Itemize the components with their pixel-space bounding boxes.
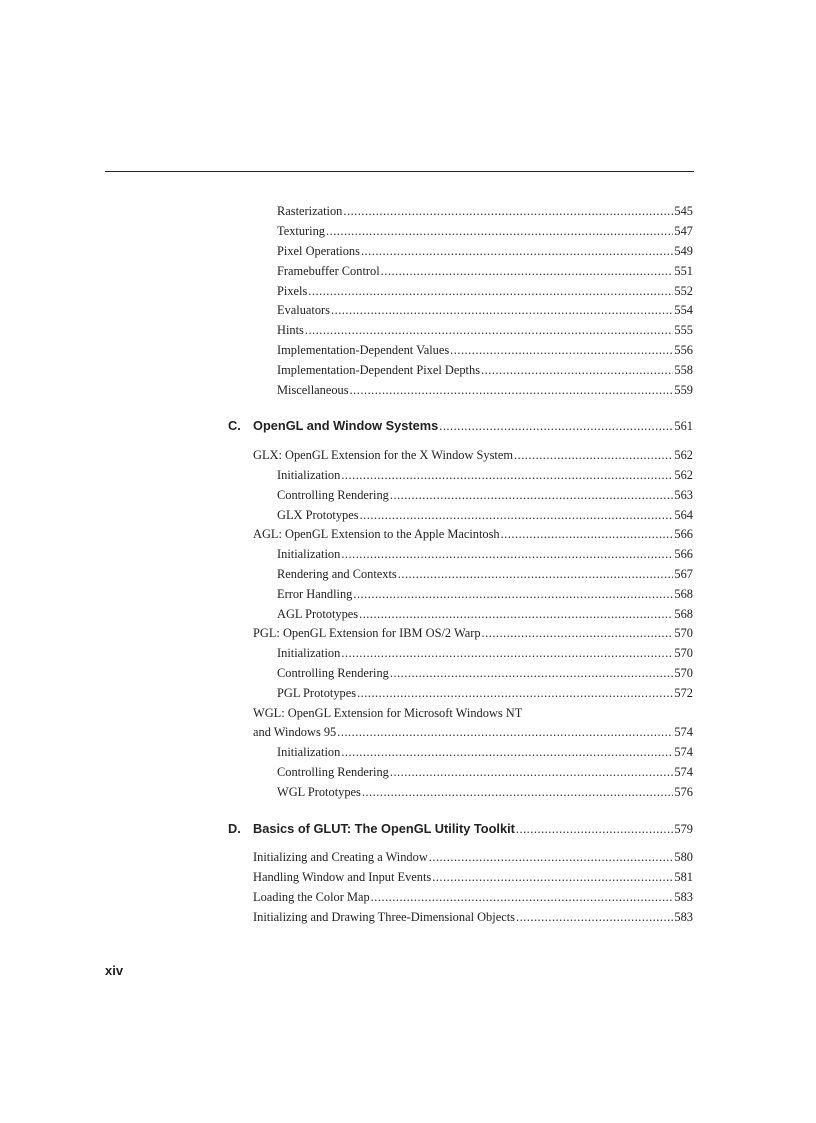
toc-entry-page: 551 — [674, 264, 693, 278]
dot-leader — [429, 847, 674, 867]
toc-entry-page: 564 — [674, 508, 693, 522]
toc-entry-page: 562 — [674, 448, 693, 462]
toc-entry-title: Initialization — [277, 646, 341, 660]
toc-entry[interactable] — [253, 847, 693, 867]
toc-entry-page: 574 — [674, 745, 693, 759]
toc-entry-title: Controlling Rendering — [277, 666, 389, 680]
chapter-heading-d[interactable] — [228, 818, 693, 840]
toc-entry[interactable] — [277, 485, 693, 505]
dot-leader — [439, 415, 673, 437]
toc-entry-page: 583 — [674, 890, 693, 904]
toc-entry-title: Texturing — [277, 224, 325, 238]
toc-entry[interactable] — [277, 544, 693, 564]
dot-leader — [482, 623, 674, 643]
toc-entry-page: 574 — [674, 725, 693, 739]
toc-entry[interactable] — [277, 241, 693, 261]
toc-entry[interactable] — [277, 221, 693, 241]
toc-entry-page: 556 — [674, 343, 693, 357]
toc-entry[interactable] — [277, 300, 693, 320]
chapter-letter: D. — [228, 821, 241, 836]
toc-entry[interactable] — [277, 320, 693, 340]
dot-leader — [390, 485, 674, 505]
dot-leader — [341, 643, 673, 663]
toc-entry-title: Controlling Rendering — [277, 765, 389, 779]
dot-leader — [326, 221, 673, 241]
toc-entry-title: AGL: OpenGL Extension to the Apple Macintosh — [253, 527, 500, 541]
toc-entry[interactable] — [277, 604, 693, 624]
dot-leader — [481, 360, 673, 380]
dot-leader — [341, 742, 673, 762]
toc-entry-page: 563 — [674, 488, 693, 502]
toc-entry-title: Initialization — [277, 547, 341, 561]
toc-entry-page: 547 — [674, 224, 693, 238]
dot-leader — [359, 604, 673, 624]
toc-entry[interactable] — [277, 742, 693, 762]
page-folio: xiv — [105, 963, 124, 978]
toc-entry[interactable] — [253, 907, 693, 927]
toc-entry-title: PGL Prototypes — [277, 686, 357, 700]
toc-entry-page: 570 — [674, 646, 693, 660]
chapter-page: 561 — [674, 419, 693, 433]
toc-entry-page: 545 — [674, 204, 693, 218]
toc-entry[interactable] — [277, 782, 693, 802]
toc-entry[interactable] — [277, 465, 693, 485]
dot-leader — [516, 818, 674, 840]
toc-entry-title: Hints — [277, 323, 304, 337]
dot-leader — [331, 300, 673, 320]
toc-entry-title: Miscellaneous — [277, 383, 349, 397]
dot-leader — [514, 445, 673, 465]
toc-entry-page: 570 — [674, 626, 693, 640]
toc-entry-page: 552 — [674, 284, 693, 298]
toc-entry-title: Rasterization — [277, 204, 343, 218]
toc-entry-title: WGL Prototypes — [277, 785, 361, 799]
dot-leader — [398, 564, 674, 584]
toc-entry[interactable] — [277, 380, 693, 400]
toc-entry-page: 572 — [674, 686, 693, 700]
toc-entry-title: GLX Prototypes — [277, 508, 359, 522]
dot-leader — [390, 762, 674, 782]
toc-entry[interactable] — [277, 564, 693, 584]
toc-entry-page: 549 — [674, 244, 693, 258]
toc-entry-page: 558 — [674, 363, 693, 377]
dot-leader — [501, 524, 674, 544]
toc-entry-page: 562 — [674, 468, 693, 482]
toc-entry-multiline-first[interactable]: WGL: OpenGL Extension for Microsoft Windows NT — [253, 706, 523, 720]
dot-leader — [450, 340, 673, 360]
dot-leader — [362, 782, 674, 802]
toc-entry-page: 554 — [674, 303, 693, 317]
toc-entry-title: Implementation-Dependent Values — [277, 343, 450, 357]
header-rule — [105, 171, 694, 172]
toc-entry-page: 581 — [674, 870, 693, 884]
toc-entry-page: 568 — [674, 607, 693, 621]
toc-entry[interactable] — [277, 261, 693, 281]
toc-entry[interactable] — [277, 505, 693, 525]
chapter-letter: C. — [228, 418, 241, 433]
toc-entry-title: GLX: OpenGL Extension for the X Window System — [253, 448, 514, 462]
toc-entry[interactable] — [253, 445, 693, 465]
dot-leader — [357, 683, 673, 703]
toc-entry-title: Error Handling — [277, 587, 353, 601]
toc-entry-title: Evaluators — [277, 303, 330, 317]
toc-entry-title: Loading the Color Map — [253, 890, 370, 904]
dot-leader — [341, 465, 673, 485]
dot-leader — [371, 887, 674, 907]
dot-leader — [305, 320, 674, 340]
toc-entry[interactable] — [277, 762, 693, 782]
toc-entry-page: 566 — [674, 527, 693, 541]
toc-entry-title: Initializing and Drawing Three-Dimensional Objects — [253, 910, 515, 924]
dot-leader — [390, 663, 674, 683]
toc-entry-page: 576 — [674, 785, 693, 799]
dot-leader — [516, 907, 673, 927]
toc-entry-title: Initialization — [277, 468, 341, 482]
toc-entry[interactable] — [277, 584, 693, 604]
toc-entry-page: 570 — [674, 666, 693, 680]
dot-leader — [432, 867, 673, 887]
dot-leader — [353, 584, 673, 604]
toc-entry[interactable] — [253, 623, 693, 643]
chapter-heading-c[interactable] — [228, 415, 693, 437]
toc-entry-title: Rendering and Contexts — [277, 567, 397, 581]
dot-leader — [343, 201, 673, 221]
toc-entry-page: 555 — [674, 323, 693, 337]
toc-entry[interactable] — [277, 340, 693, 360]
toc-entry[interactable] — [277, 201, 693, 221]
toc-entry-page: 568 — [674, 587, 693, 601]
toc-entry-title: Controlling Rendering — [277, 488, 389, 502]
toc-entry-title: Initialization — [277, 745, 341, 759]
toc-entry[interactable] — [277, 663, 693, 683]
dot-leader — [381, 261, 674, 281]
toc-entry-title: Pixel Operations — [277, 244, 360, 258]
toc-entry-page: 583 — [674, 910, 693, 924]
chapter-title: Basics of GLUT: The OpenGL Utility Toolkit — [253, 821, 515, 836]
toc-entry-page: 580 — [674, 850, 693, 864]
dot-leader — [337, 722, 673, 742]
toc-entry-page: 574 — [674, 765, 693, 779]
dot-leader — [308, 281, 673, 301]
toc-entry[interactable] — [253, 867, 693, 887]
toc-entry[interactable] — [277, 683, 693, 703]
toc-entry[interactable] — [277, 281, 693, 301]
toc-entry[interactable] — [277, 643, 693, 663]
toc-entry-page: 566 — [674, 547, 693, 561]
toc-entry-title: AGL Prototypes — [277, 607, 359, 621]
toc-entry[interactable] — [277, 360, 693, 380]
dot-leader — [360, 505, 674, 525]
toc-entry-page: 559 — [674, 383, 693, 397]
dot-leader — [361, 241, 673, 261]
toc-entry-title: PGL: OpenGL Extension for IBM OS/2 Warp — [253, 626, 481, 640]
toc-entry[interactable] — [253, 887, 693, 907]
dot-leader — [341, 544, 673, 564]
toc-entry-title: Framebuffer Control — [277, 264, 380, 278]
chapter-title: OpenGL and Window Systems — [253, 418, 439, 433]
toc-entry-title: Pixels — [277, 284, 308, 298]
toc-entry-title: Handling Window and Input Events — [253, 870, 432, 884]
toc-entry-page: 567 — [674, 567, 693, 581]
toc-entry-title: Initializing and Creating a Window — [253, 850, 428, 864]
toc-entry-title: and Windows 95 — [253, 725, 337, 739]
toc-entry[interactable] — [253, 524, 693, 544]
chapter-page: 579 — [674, 822, 693, 836]
dot-leader — [350, 380, 674, 400]
toc-entry-title: Implementation-Dependent Pixel Depths — [277, 363, 481, 377]
toc-entry[interactable] — [253, 722, 693, 742]
